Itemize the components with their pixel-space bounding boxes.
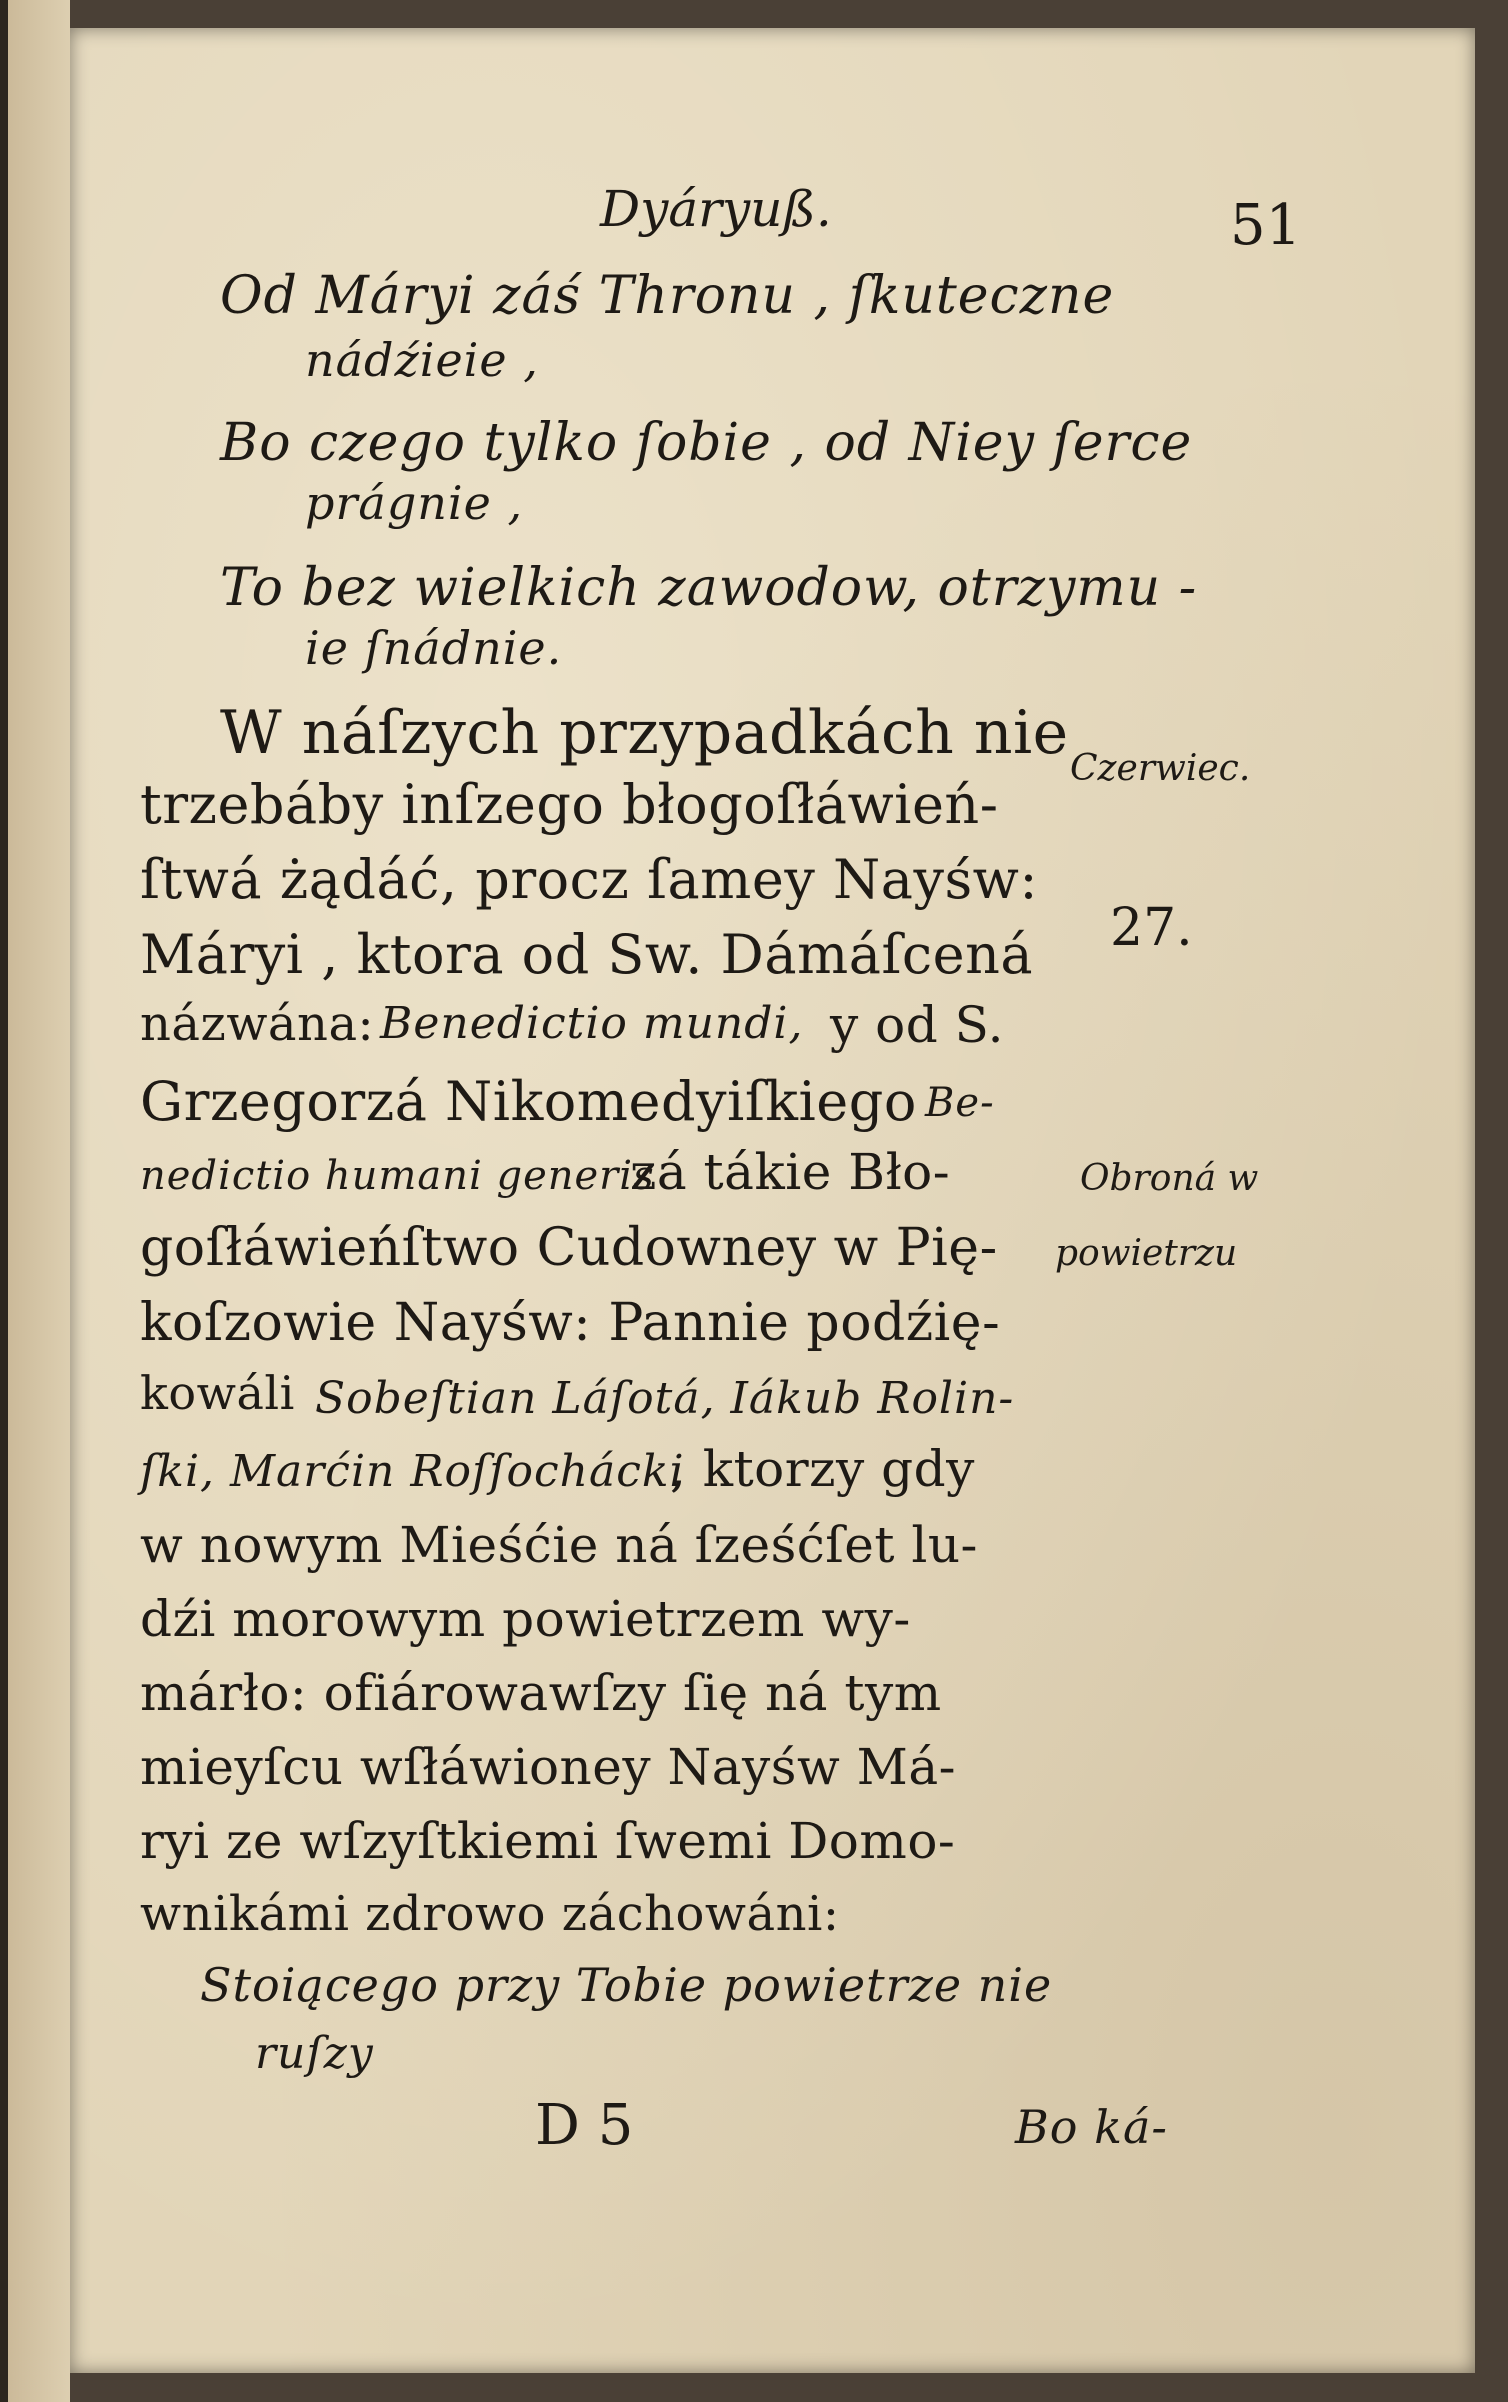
verse-line: Bo czego tylko ſobie , od Niey ſerce (220, 413, 1193, 473)
verse-line: ruſzy (255, 2028, 374, 2079)
body-line: Grzegorzá Nikomedyiſkiego (140, 1070, 917, 1133)
margin-note: Obroná w (1080, 1158, 1259, 1199)
body-line: koſzowie Nayśw: Pannie podźię- (140, 1293, 1001, 1353)
body-line: ryi ze wſzyſtkiemi ſwemi Domo- (140, 1812, 956, 1870)
book-page (70, 28, 1475, 2373)
verse-line: prágnie , (305, 476, 524, 530)
body-italic: nedictio humani generis (140, 1153, 655, 1199)
verse-line: Od Máryi záś Thronu , ſkuteczne (220, 266, 1115, 326)
body-line: y od S. (830, 996, 1005, 1054)
body-italic: Be- (925, 1080, 995, 1126)
body-line: ſtwá żądáć, procz ſamey Nayśw: (140, 848, 1039, 911)
body-line: márło: ofiárowawſzy ſię ná tym (140, 1664, 942, 1722)
body-line: , ktorzy gdy (670, 1440, 975, 1498)
page-number: 51 (1230, 193, 1302, 258)
margin-note-month: Czerwiec. (1070, 748, 1251, 789)
body-line: wnikámi zdrowo záchowáni: (140, 1886, 840, 1942)
running-head: Dyáryuß. (600, 180, 832, 238)
body-line: Máryi , ktora od Sw. Dámáſcená (140, 923, 1034, 986)
body-line: goſłáwieńſtwo Cudowney w Pię- (140, 1218, 998, 1278)
book-spine (0, 0, 8, 2402)
catchword: Bo ká- (1015, 2100, 1168, 2154)
body-italic: ſki, Marćin Roſſochácki (140, 1446, 685, 1497)
margin-note-day: 27. (1110, 898, 1193, 958)
body-line: zá tákie Bło- (630, 1143, 951, 1201)
verse-line: ie ſnádnie. (305, 621, 563, 675)
body-line: W náſzych przypadkách nie (220, 698, 1069, 768)
verse-line: Stoiącego przy Tobie powietrze nie (200, 1958, 1053, 2012)
body-line: dźi morowym powietrzem wy- (140, 1590, 911, 1648)
verse-line: To bez wielkich zawodow, otrzymu - (220, 558, 1198, 618)
body-line: trzebáby inſzego błogoſłáwień- (140, 773, 999, 836)
body-italic: Benedictio mundi, (380, 998, 804, 1049)
body-line: kowáli (140, 1366, 295, 1420)
body-line: názwána: (140, 996, 375, 1052)
body-italic: Sobeſtian Láſotá, Iákub Rolin- (315, 1373, 1015, 1424)
signature-mark: D 5 (535, 2093, 634, 2158)
verse-line: nádźieie , (305, 333, 539, 387)
body-line: w nowym Mieśćie ná ſześćſet lu- (140, 1516, 978, 1574)
body-line: mieyſcu wſłáwioney Nayśw Má- (140, 1738, 957, 1796)
left-page-edge (0, 0, 70, 2402)
margin-note: powietrzu (1055, 1233, 1238, 1274)
